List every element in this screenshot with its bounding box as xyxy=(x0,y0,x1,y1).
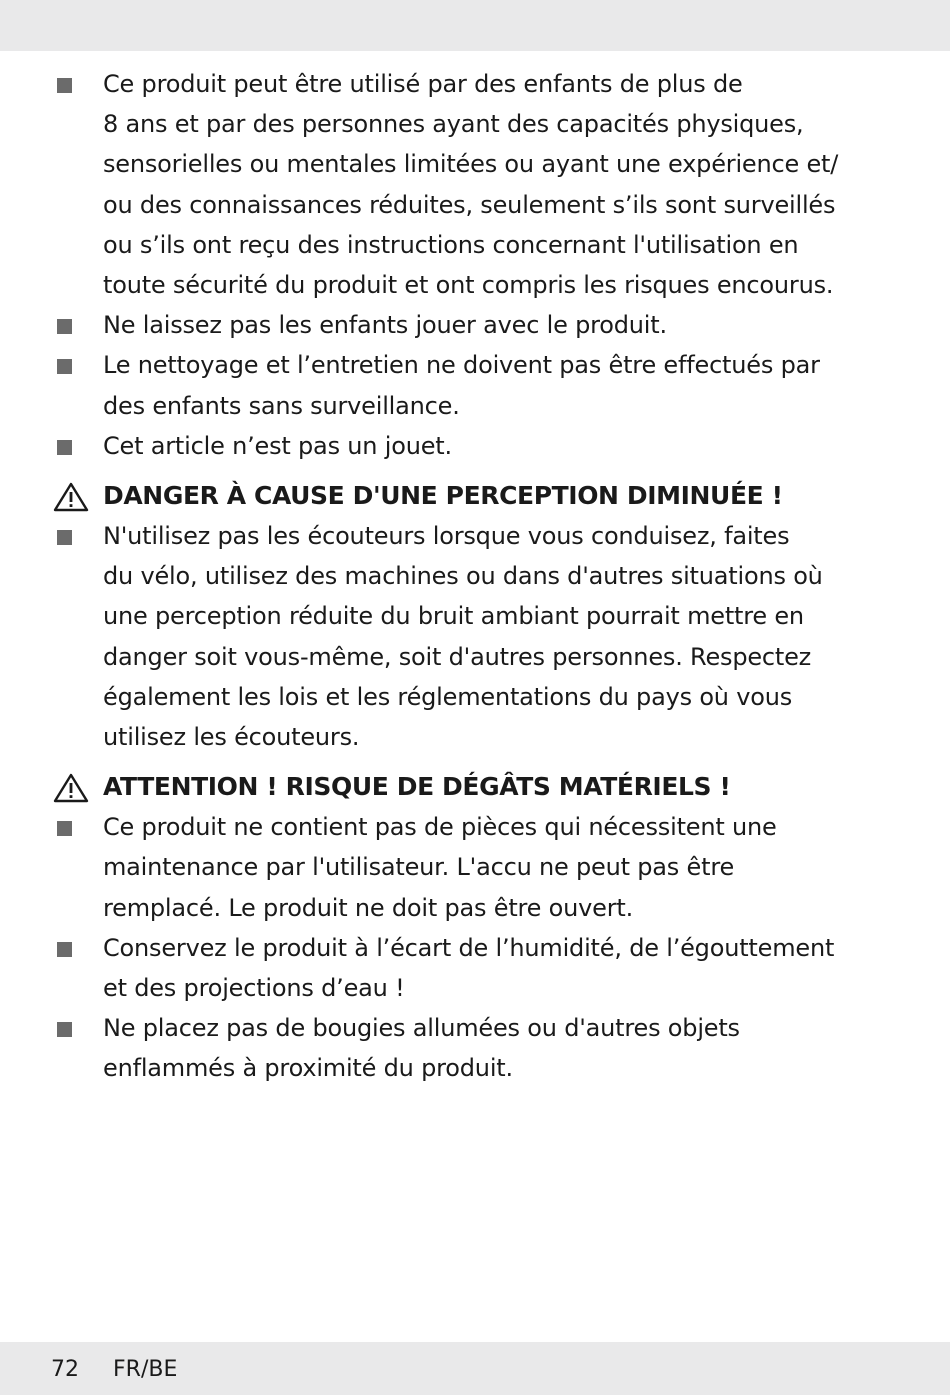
square-bullet-icon xyxy=(57,821,72,836)
text-line: danger soit vous-même, soit d'autres personnes. Respectez xyxy=(103,642,812,671)
danger-heading xyxy=(0,476,950,516)
text-line: Ce produit ne contient pas de pièces qui nécessitent une xyxy=(103,813,777,842)
heading-text: ATTENTION ! RISQUE DE DÉGÂTS MATÉRIELS ! xyxy=(103,772,731,802)
text-line: toute sécurité du produit et ont compris les risques encourus. xyxy=(103,271,834,300)
text-line: remplacé. Le produit ne doit pas être ouvert. xyxy=(103,893,634,922)
text-line: Le nettoyage et l’entretien ne doivent pas être effectués par xyxy=(103,351,820,380)
text-line: Ne laissez pas les enfants jouer avec le produit. xyxy=(103,311,667,340)
footer-band xyxy=(0,1342,950,1395)
square-bullet-icon xyxy=(57,319,72,334)
text-line: sensorielles ou mentales limitées ou ayant une expérience et/ xyxy=(103,150,839,179)
warning-triangle-icon xyxy=(53,773,89,803)
text-line: utilisez les écouteurs. xyxy=(103,723,360,752)
text-line: Conservez le produit à l’écart de l’humidité, de l’égouttement xyxy=(103,933,835,962)
text-line: du vélo, utilisez des machines ou dans d'autres situations où xyxy=(103,562,823,591)
list-item xyxy=(0,807,883,928)
text-line: une perception réduite du bruit ambiant pourrait mettre en xyxy=(103,602,804,631)
text-line: maintenance par l'utilisateur. L'accu ne peut pas être xyxy=(103,853,735,882)
list-item xyxy=(0,64,883,305)
text-line: Cet article n’est pas un jouet. xyxy=(103,431,452,460)
warning-triangle-icon xyxy=(53,482,89,512)
attention-heading xyxy=(0,767,950,807)
text-line: des enfants sans surveillance. xyxy=(103,391,460,420)
list-item xyxy=(0,305,883,345)
page-content xyxy=(0,64,950,1089)
text-line: également les lois et les réglementations du pays où vous xyxy=(103,682,793,711)
list-item xyxy=(0,426,883,466)
text-line: enflammés à proximité du produit. xyxy=(103,1054,513,1083)
text-line: 8 ans et par des personnes ayant des capacités physiques, xyxy=(103,110,804,139)
page-number: 72 xyxy=(51,1357,79,1382)
text-line: N'utilisez pas les écouteurs lorsque vous conduisez, faites xyxy=(103,522,790,551)
text-line: et des projections d’eau ! xyxy=(103,974,405,1003)
text-line: ou s’ils ont reçu des instructions concernant l'utilisation en xyxy=(103,230,799,259)
list-item xyxy=(0,345,883,425)
language-code: FR/BE xyxy=(113,1357,178,1382)
square-bullet-icon xyxy=(57,942,72,957)
square-bullet-icon xyxy=(57,78,72,93)
list-item xyxy=(0,928,883,1008)
heading-text: DANGER À CAUSE D'UNE PERCEPTION DIMINUÉE ! xyxy=(103,481,783,511)
square-bullet-icon xyxy=(57,530,72,545)
text-line: ou des connaissances réduites, seulement s’ils sont surveillés xyxy=(103,190,836,219)
text-line: Ne placez pas de bougies allumées ou d'autres objets xyxy=(103,1014,740,1043)
square-bullet-icon xyxy=(57,440,72,455)
list-item xyxy=(0,516,883,757)
square-bullet-icon xyxy=(57,359,72,374)
header-band xyxy=(0,0,950,51)
text-line: Ce produit peut être utilisé par des enfants de plus de xyxy=(103,70,743,98)
list-item xyxy=(0,1008,883,1088)
square-bullet-icon xyxy=(57,1022,72,1037)
